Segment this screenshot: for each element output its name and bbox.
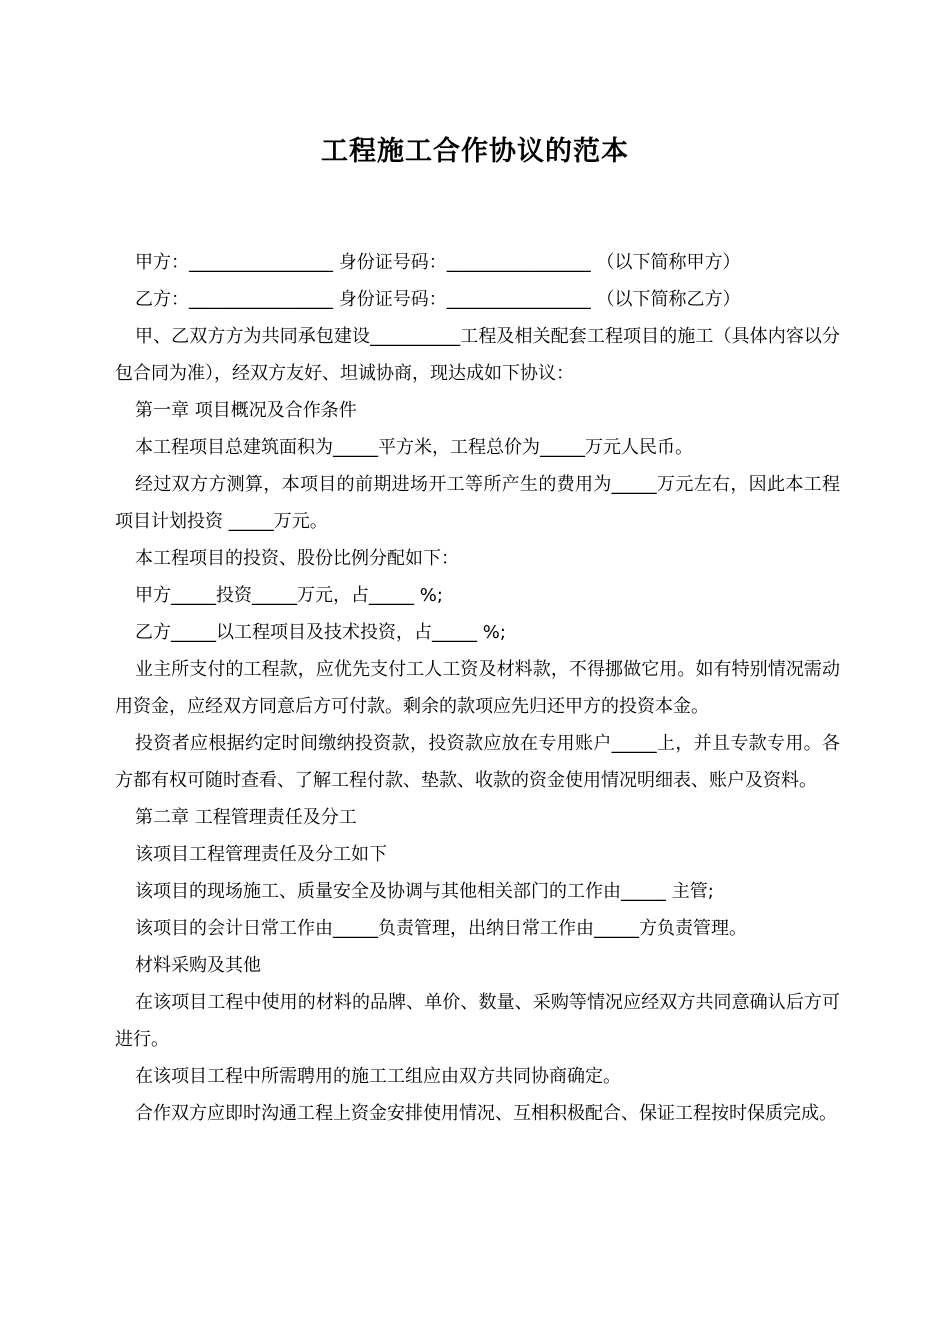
cost-estimate-paragraph: 经过双方方测算，本项目的前期进场开工等所产生的费用为_____万元左右，因此本工程项目计划投资 _____万元。: [115, 474, 840, 532]
accounting-line: 该项目的会计日常工作由_____负责管理，出纳日常工作由_____方负责管理。: [135, 918, 747, 939]
work-crew-paragraph: 在该项目工程中所需聘用的施工工组应由双方共同协商确定。: [135, 1066, 621, 1087]
party-b-share-line: 乙方_____以工程项目及技术投资，占_____ %;: [135, 622, 506, 643]
document-body: [115, 244, 840, 1132]
materials-paragraph: 在该项目工程中使用的材料的品牌、单价、数量、采购等情况应经双方共同意确认后方可进行。: [115, 992, 840, 1050]
area-price-paragraph: 本工程项目总建筑面积为_____平方米，工程总价为_____万元人民币。: [135, 437, 693, 458]
payment-priority-paragraph: 业主所支付的工程款，应优先支付工人工资及材料款，不得挪做它用。如有特别情况需动用资金，应经双方同意后方可付款。剩余的款项应先归还甲方的投资本金。: [115, 659, 840, 717]
chapter-1-heading: 第一章 项目概况及合作条件: [135, 400, 357, 421]
party-a-share-line: 甲方_____投资_____万元，占_____ %;: [135, 585, 443, 606]
site-management-line: 该项目的现场施工、质量安全及协调与其他相关部门的工作由_____ 主管;: [135, 881, 714, 902]
preamble-paragraph: 甲、乙双方方为共同承包建设__________工程及相关配套工程项目的施工（具体内容以分包合同为准），经双方友好、坦诚协商，现达成如下协议：: [115, 326, 840, 384]
party-b-line: 乙方：________________ 身份证号码：________________ （以下简称乙方）: [135, 289, 741, 310]
party-a-line: 甲方：________________ 身份证号码：________________ （以下简称甲方）: [135, 252, 741, 273]
chapter-2-heading: 第二章 工程管理责任及分工: [135, 807, 357, 828]
procurement-heading: 材料采购及其他: [135, 955, 261, 976]
management-intro-line: 该项目工程管理责任及分工如下: [135, 844, 387, 865]
document-title: 工程施工合作协议的范本: [321, 136, 629, 167]
cooperation-paragraph: 合作双方应即时沟通工程上资金安排使用情况、互相积极配合、保证工程按时保质完成。: [135, 1103, 837, 1124]
investment-account-paragraph: 投资者应根据约定时间缴纳投资款，投资款应放在专用账户_____上，并且专款专用。各方都有权可随时查看、了解工程付款、垫款、收款的资金使用情况明细表、账户及资料。: [115, 733, 840, 791]
share-intro-paragraph: 本工程项目的投资、股份比例分配如下：: [135, 548, 459, 569]
